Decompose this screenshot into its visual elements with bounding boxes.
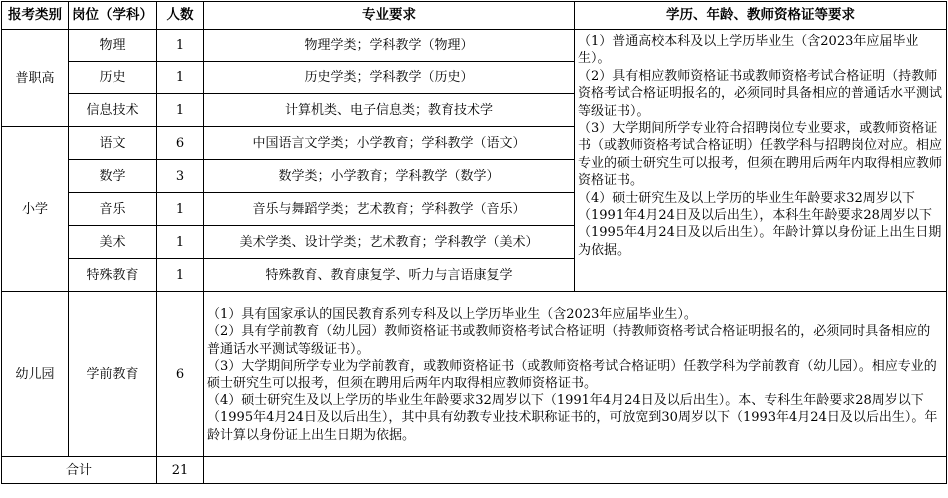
post-cell: 历史	[69, 62, 157, 94]
count-cell: 1	[157, 62, 204, 94]
count-cell: 3	[157, 160, 204, 193]
post-cell: 音乐	[69, 193, 157, 226]
total-label: 合计	[2, 457, 157, 484]
count-cell: 1	[157, 30, 204, 62]
total-empty-cell	[204, 457, 947, 484]
post-cell: 语文	[69, 127, 157, 160]
requirement-item: （3）大学期间所学专业为学前教育，或教师资格证书（或教师资格考试合格证明）任教学科为学前教育（幼儿园）。相应专业的硕士研究生可以报考，但须在聘用后两年内取得相应教师资格证书。	[207, 358, 937, 391]
post-cell: 特殊教育	[69, 259, 157, 292]
total-count: 21	[157, 457, 204, 484]
table-row	[2, 292, 947, 457]
major-cell: 历史学类；学科教学（历史）	[204, 62, 575, 94]
post-cell: 信息技术	[69, 94, 157, 127]
requirement-item: （4）硕士研究生及以上学历的毕业生年龄要求32周岁以下（1991年4月24日及以后出生），本科生年龄要求28周岁以下（1995年4月24日及以后出生）。年龄计算以身份证上出生日期为依据。	[578, 190, 942, 258]
post-cell: 学前教育	[69, 292, 157, 457]
requirement-item: （1）具有国家承认的国民教育系列专科及以上学历毕业生（含2023年应届毕业生）。	[207, 307, 697, 323]
major-cell: 计算机类、电子信息类；教育技术学	[204, 94, 575, 127]
requirement-item: （3）大学期间所学专业符合招聘岗位专业要求，或教师资格证书（或教师资格考试合格证明）任教学科与招聘岗位对应。相应专业的硕士研究生可以报考，但须在聘用后两年内取得相应教师资格证书。	[578, 121, 943, 189]
post-cell: 数学	[69, 160, 157, 193]
major-cell: 中国语言文学类；小学教育；学科教学（语文）	[204, 127, 575, 160]
kindergarten-requirements-cell	[204, 292, 947, 457]
major-cell: 数学类；小学教育；学科教学（数学）	[204, 160, 575, 193]
shared-requirements-cell	[575, 30, 947, 292]
header-count: 人数	[157, 2, 204, 30]
recruitment-table	[1, 1, 947, 484]
category-kindergarten: 幼儿园	[2, 292, 69, 457]
category-primary: 小学	[2, 127, 69, 292]
requirement-item: （2）具有学前教育（幼儿园）教师资格证书或教师资格考试合格证明（持教师资格考试合格证明报名的，必须同时具备相应的普通话水平测试等级证书）。	[207, 324, 931, 357]
count-cell: 1	[157, 94, 204, 127]
requirement-item: （1）普通高校本科及以上学历毕业生（含2023年应届毕业生）。	[578, 34, 919, 67]
header-row	[2, 2, 947, 30]
header-qualification: 学历、年龄、教师资格证等要求	[575, 2, 947, 30]
total-row	[2, 457, 947, 484]
count-cell: 1	[157, 259, 204, 292]
table-row	[2, 30, 947, 62]
post-cell: 物理	[69, 30, 157, 62]
major-cell: 特殊教育、教育康复学、听力与言语康复学	[204, 259, 575, 292]
count-cell: 1	[157, 226, 204, 259]
header-post: 岗位（学科）	[69, 2, 157, 30]
requirement-item: （2）具有相应教师资格证书或教师资格考试合格证明（持教师资格考试合格证明报名的，必须同时具备相应的普通话水平测试等级证书）。	[578, 68, 943, 119]
header-category: 报考类别	[2, 2, 69, 30]
header-major: 专业要求	[204, 2, 575, 30]
category-high-school: 普职高	[2, 30, 69, 127]
requirement-item: （4）硕士研究生及以上学历的毕业生年龄要求32周岁以下（1991年4月24日及以后出生）。本、专科生年龄要求28周岁以下（1995年4月24日及以后出生），其中具有幼教专业技术职称证书的，可放宽到30周岁以下（1993年4月24日及以后出生）。年龄计算以身份证上出生日期为依据。	[207, 393, 938, 443]
post-cell: 美术	[69, 226, 157, 259]
major-cell: 物理学类；学科教学（物理）	[204, 30, 575, 62]
major-cell: 音乐与舞蹈学类；艺术教育；学科教学（音乐）	[204, 193, 575, 226]
count-cell: 6	[157, 127, 204, 160]
count-cell: 1	[157, 193, 204, 226]
count-cell: 6	[157, 292, 204, 457]
major-cell: 美术学类、设计学类；艺术教育；学科教学（美术）	[204, 226, 575, 259]
